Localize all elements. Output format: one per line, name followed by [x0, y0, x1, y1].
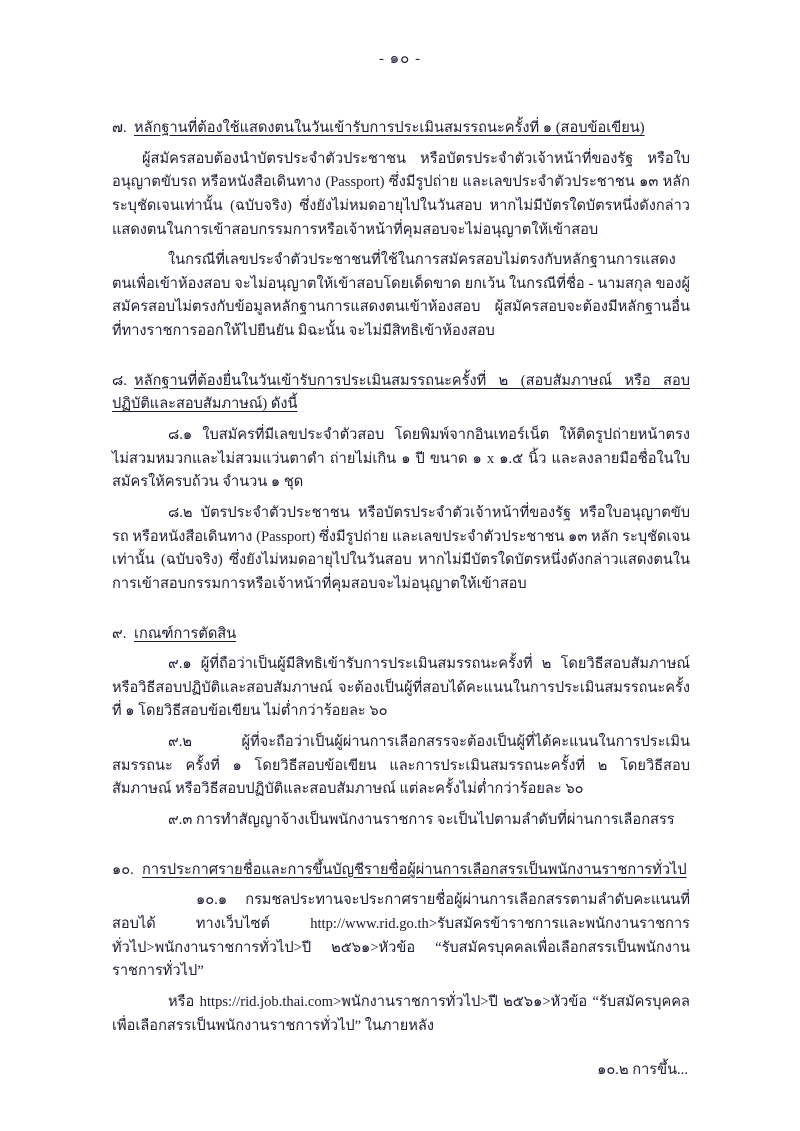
section-9-title: เกณฑ์การตัดสิน: [134, 625, 237, 642]
section-10-heading: [112, 859, 690, 883]
section-8-title: หลักฐานที่ต้องยื่นในวันเข้ารับการประเมินสมรรถนะครั้งที่ ๒ (สอบสัมภาษณ์ หรือ สอบปฏิบัติและสอบสัมภาษณ์) ดังนี้: [112, 372, 690, 413]
section-10-number: ๑๐.: [112, 861, 134, 878]
section-9-item-2: ๙.๒ ผู้ที่จะถือว่าเป็นผู้ผ่านการเลือกสรรจะต้องเป็นผู้ที่ได้คะแนนในการประเมินสมรรถนะ ครั้งที่ ๑ โดยวิธีสอบข้อเขียน และการประเมินสมรรถนะครั้งที่ ๒ โดยวิธีสอบสัมภาษณ์ หรือวิธีสอบปฏิบัติและสอบสัมภาษณ์ แต่ละครั้งไม่ต่ำกว่าร้อยละ ๖๐: [112, 734, 690, 798]
section-8-item-2: ๘.๒ บัตรประจำตัวประชาชน หรือบัตรประจำตัวเจ้าหน้าที่ของรัฐ หรือใบอนุญาตขับรถ หรือหนังสือเดินทาง (Passport) ซึ่งมีรูปถ่าย และเลขประจำตัวประชาชน ๑๓ หลัก ระบุชัดเจนเท่านั้น (ฉบับจริง) ซึ่งยังไม่หมดอายุไปในวันสอบ หากไม่มีบัตรใดบัตรหนึ่งดังกล่าวแสดงตนในการเข้าสอบกรรมการหรือเจ้าหน้าที่คุมสอบจะไม่อนุญาตให้เข้าสอบ: [112, 504, 690, 592]
section-10-title: การประกาศรายชื่อและการขึ้นบัญชีรายชื่อผู้ผ่านการเลือกสรรเป็นพนักงานราชการทั่วไป: [142, 861, 687, 878]
section-7-title: หลักฐานที่ต้องใช้แสดงตนในวันเข้ารับการประเมินสมรรถนะครั้งที่ ๑ (สอบข้อเขียน): [134, 120, 645, 136]
section-8-heading: [112, 370, 690, 417]
section-9-heading: [112, 623, 690, 647]
page-number: - ๑๐ -: [378, 51, 422, 67]
section-7-paragraph-2: ในกรณีที่เลขประจำตัวประชาชนที่ใช้ในการสมัครสอบไม่ตรงกับหลักฐานการแสดงตนเพื่อเข้าห้องสอบ จะไม่อนุญาตให้เข้าสอบโดยเด็ดขาด ยกเว้น ในกรณีที่ชื่อ - นามสกุล ของผู้สมัครสอบไม่ตรงกับข้อมูลหลักฐานการแสดงตนเข้าห้องสอบ ผู้สมัครสอบจะต้องมีหลักฐานอื่นที่ทางราชการออกให้ไปยืนยัน มิฉะนั้น จะไม่มีสิทธิเข้าห้องสอบ: [112, 252, 690, 340]
section-8-item-1: ๘.๑ ใบสมัครที่มีเลขประจำตัวสอบ โดยพิมพ์จากอินเทอร์เน็ต ให้ติดรูปถ่ายหน้าตรง ไม่สวมหมวกและไม่สวมแว่นตาดำ ถ่ายไม่เกิน ๑ ปี ขนาด ๑ x ๑.๕ นิ้ว และลงลายมือชื่อในใบสมัครให้ครบถ้วน จำนวน ๑ ชุด: [112, 427, 690, 491]
footer-continuation-note: ๑๐.๒ การขึ้น...: [597, 1062, 688, 1078]
document-body: [112, 108, 690, 1041]
section-7-paragraph-1: ผู้สมัครสอบต้องนำบัตรประจำตัวประชาชน หรือบัตรประจำตัวเจ้าหน้าที่ของรัฐ หรือใบอนุญาตขับรถ หรือหนังสือเดินทาง (Passport) ซึ่งมีรูปถ่าย และเลขประจำตัวประชาชน ๑๓ หลัก ระบุชัดเจนเท่านั้น (ฉบับจริง) ซึ่งยังไม่หมดอายุไปในวันสอบ หากไม่มีบัตรใดบัตรหนึ่งดังกล่าวแสดงตนในการเข้าสอบกรรมการหรือเจ้าหน้าที่คุมสอบจะไม่อนุญาตให้เข้าสอบ: [112, 150, 690, 238]
section-9-number: ๙.: [112, 625, 127, 642]
section-10-item-2: หรือ https://rid.job.thai.com>พนักงานราชการทั่วไป>ปี ๒๕๖๑>หัวข้อ “รับสมัครบุคคลเพื่อเลือกสรรเป็นพนักงานราชการทั่วไป” ในภายหลัง: [112, 993, 690, 1034]
section-10-item-1: ๑๐.๑ กรมชลประทานจะประกาศรายชื่อผู้ผ่านการเลือกสรรตามลำดับคะแนนที่สอบได้ ทางเว็บไซต์ http://www.rid.go.th>รับสมัครข้าราชการและพนักงานราชการทั่วไป>พนักงานราชการทั่วไป>ปี ๒๕๖๑>หัวข้อ “รับสมัครบุคคลเพื่อเลือกสรรเป็นพนักงานราชการทั่วไป”: [112, 892, 690, 980]
section-9-item-3: ๙.๓ การทำสัญญาจ้างเป็นพนักงานราชการ จะเป็นไปตามลำดับที่ผ่านการเลือกสรร: [168, 812, 675, 829]
section-8-number: ๘.: [112, 372, 127, 389]
section-7-number: ๗.: [112, 120, 127, 136]
section-7-heading: [112, 117, 690, 141]
section-9-item-1: ๙.๑ ผู้ที่ถือว่าเป็นผู้มีสิทธิเข้ารับการประเมินสมรรถนะครั้งที่ ๒ โดยวิธีสอบสัมภาษณ์ หรือวิธีสอบปฏิบัติและสอบสัมภาษณ์ จะต้องเป็นผู้ที่สอบได้คะแนนในการประเมินสมรรถนะครั้งที่ ๑ โดยวิธีสอบข้อเขียน ไม่ต่ำกว่าร้อยละ ๖๐: [112, 656, 690, 720]
